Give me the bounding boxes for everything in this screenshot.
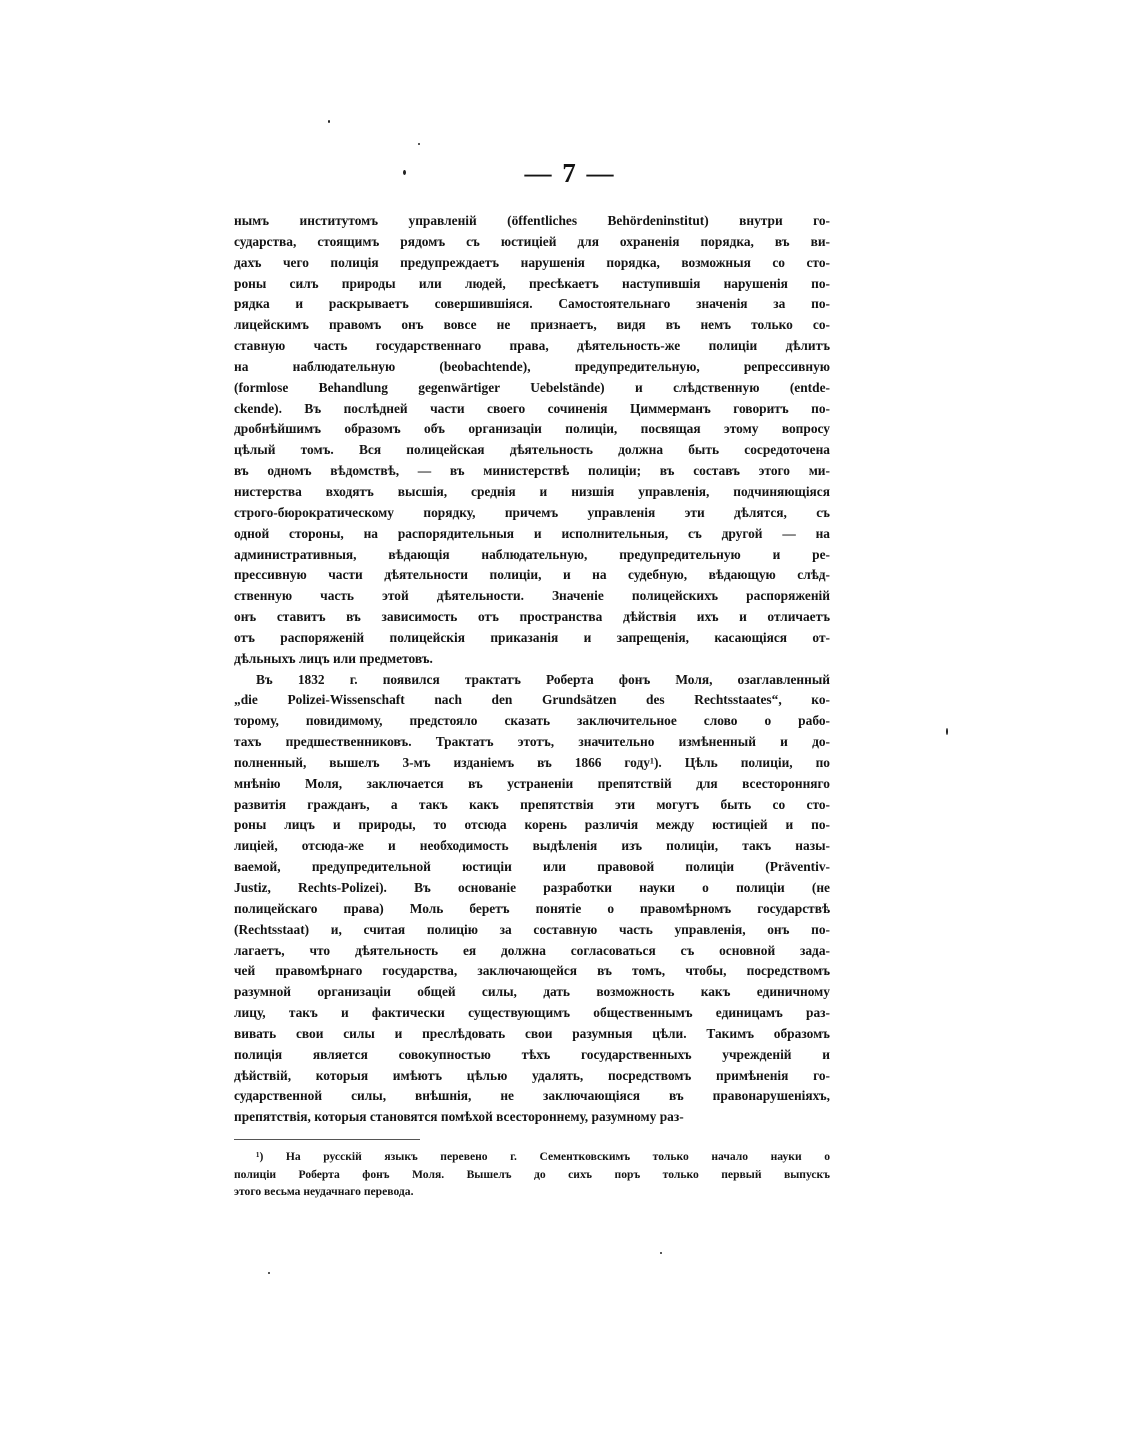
text-line: ваемой, предупредительной юстиціи или правовой полиціи (Präventiv- <box>234 859 830 875</box>
text-line: лицейскимъ правомъ онъ вовсе не признаетъ, видя въ немъ только со- <box>234 317 830 333</box>
scan-speck <box>946 728 948 735</box>
text-line: торому, повидимому, предстояло сказать заключительное слово о рабо- <box>234 713 830 729</box>
text-line: сударственной силы, внѣшнія, не заключающіяся въ правонарушеніяхъ, <box>234 1088 830 1104</box>
scan-speck <box>660 1252 662 1254</box>
text-line: лиціей, отсюда-же и необходимость выдѣленія изъ полиціи, такъ назы- <box>234 838 830 854</box>
text-line: Justiz, Rechts-Polizei). Въ основаніе разработки науки о полиціи (не <box>234 880 830 895</box>
text-line: полицейскаго права) Моль беретъ понятіе о правомѣрномъ государствѣ <box>234 900 830 916</box>
text-line: препятствія, которыя становятся помѣхой всестороннему, разумному раз- <box>234 1109 684 1125</box>
text-line: дѣльныхъ лицъ или предметовъ. <box>234 650 433 666</box>
scan-speck <box>403 170 406 175</box>
text-line: (Rechtsstaat) и, считая полицію за составную часть управленія, онъ по- <box>234 921 830 937</box>
text-line: мнѣнію Моля, заключается въ устраненіи препятствій для всесторонняго <box>234 775 830 791</box>
text-line: дробнѣйшимъ образомъ объ организаціи полиціи, посвящая этому вопросу <box>234 421 830 437</box>
scan-speck <box>328 120 330 123</box>
text-line: цѣлый томъ. Вся полицейская дѣятельность должна быть сосредоточена <box>234 442 830 458</box>
text-line: строго-бюрократическому порядку, причемъ управленія эти дѣлятся, съ <box>234 504 830 520</box>
text-line: вивать свои силы и преслѣдовать свои разумныя цѣли. Такимъ образомъ <box>234 1025 830 1041</box>
footnote <box>234 1148 830 1201</box>
text-line: на наблюдательную (beobachtende), предупредительную, репрессивную <box>234 358 830 374</box>
text-line: лицу, такъ и фактически существующимъ общественнымъ единицамъ раз- <box>234 1005 830 1021</box>
text-line: ставную часть государственнаго права, дѣятельность-же полиціи дѣлитъ <box>234 338 830 354</box>
text-line: развитія гражданъ, а такъ какъ препятствія эти могутъ быть со сто- <box>234 796 830 812</box>
scan-speck <box>418 143 420 145</box>
text-line: нымъ институтомъ управленій (öffentliches Behördeninstitut) внутри го- <box>234 213 830 228</box>
footnote-line: этого весьма неудачнаго перевода. <box>234 1185 414 1198</box>
text-line: (formlose Behandlung gegenwärtiger Uebelstände) и слѣдственную (entde- <box>234 379 830 395</box>
text-line: сударства, стоящимъ рядомъ съ юстиціей для охраненія порядка, въ ви- <box>234 233 830 249</box>
text-line: полиція является совокупностью тѣхъ государственныхъ учрежденій и <box>234 1046 830 1062</box>
footnote-line: ¹) На русскій языкъ перевено г. Сементковскимъ только начало науки о <box>256 1150 830 1163</box>
text-line: роны силъ природы или людей, пресѣкаетъ наступившія нарушенія по- <box>234 275 830 291</box>
text-line: въ одномъ вѣдомствѣ, — въ министерствѣ полиціи; въ составъ этого ми- <box>234 463 830 479</box>
text-line: дахъ чего полиція предупреждаетъ нарушенія порядка, возможныя со сто- <box>234 254 830 270</box>
text-line: тахъ предшественниковъ. Трактатъ этотъ, значительно измѣненный и до- <box>234 734 830 750</box>
text-line: ckende). Въ послѣдней части своего сочиненія Циммерманъ говоритъ по- <box>234 400 830 416</box>
text-line: лагаетъ, что дѣятельность ея должна согласоваться съ основной зада- <box>234 942 830 958</box>
text-line: рядка и раскрываетъ совершившіяся. Самостоятельнаго значенія за по- <box>234 296 830 312</box>
text-line: онъ ставитъ въ зависимость отъ пространства дѣйствія ихъ и отличаетъ <box>234 609 830 625</box>
text-line: разумной организаціи общей силы, дать возможность какъ единичному <box>234 984 830 1000</box>
text-line: роны лицъ и природы, то отсюда корень различія между юстиціей и по- <box>234 817 830 833</box>
text-line: полненный, вышелъ 3-мъ изданіемъ въ 1866 году¹). Цѣль полиціи, по <box>234 754 830 770</box>
footnote-separator <box>234 1139 420 1140</box>
footnote-line: полиціи Роберта фонъ Моля. Вышелъ до сихъ поръ только первый выпускъ <box>234 1167 830 1181</box>
main-text <box>234 211 830 1128</box>
text-line: чей правомѣрнаго государства, заключающейся въ томъ, чтобы, посредствомъ <box>234 963 830 979</box>
text-line: ственную часть этой дѣятельности. Значеніе полицейскихъ распоряженій <box>234 588 830 604</box>
text-line: Въ 1832 г. появился трактатъ Роберта фонъ Моля, озаглавленный <box>256 671 830 687</box>
scan-speck <box>268 1272 270 1274</box>
text-line: прессивную части дѣятельности полиціи, и на судебную, вѣдающую слѣд- <box>234 567 830 583</box>
text-line: „die Polizei-Wissenschaft nach den Grundsätzen des Rechtsstaates“, ко- <box>234 692 830 708</box>
text-line: отъ распоряженій полицейскія приказанія и запрещенія, касающіяся от- <box>234 629 830 645</box>
text-line: дѣйствій, которыя имѣютъ цѣлью удалять, посредствомъ примѣненія го- <box>234 1067 830 1083</box>
text-line: административныя, вѣдающія наблюдательную, предупредительную и ре- <box>234 546 830 562</box>
text-line: нистерства входятъ высшія, среднія и низшія управленія, подчиняющіяся <box>234 483 830 499</box>
page-number: — 7 — <box>524 158 616 188</box>
text-line: одной стороны, на распорядительныя и исполнительныя, съ другой — на <box>234 525 830 541</box>
